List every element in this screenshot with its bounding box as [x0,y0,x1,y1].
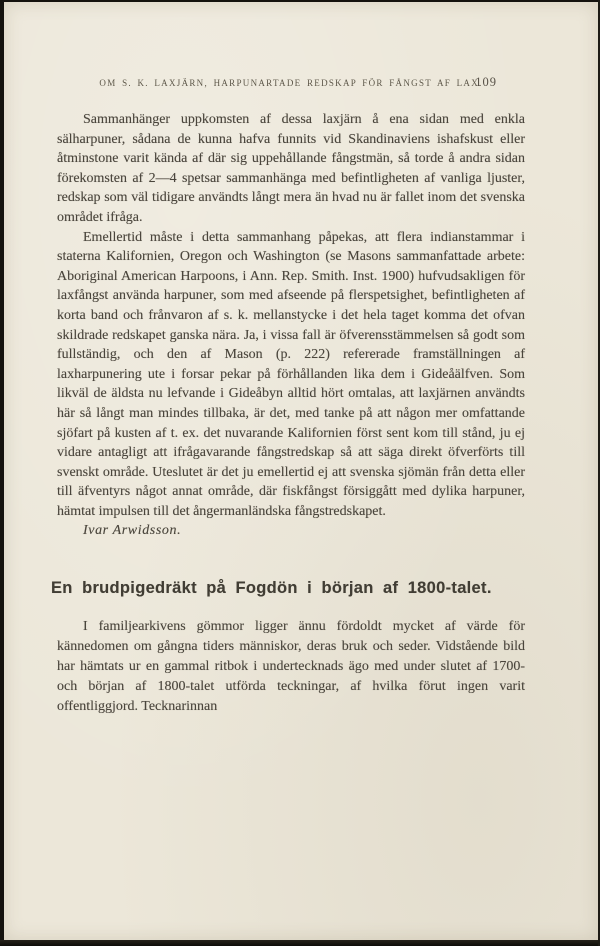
page-number: 109 [475,75,497,89]
author-signature: Ivar Arwidsson. [83,523,182,539]
running-title: OM S. K. LAXJÄRN, HARPUNARTADE REDSKAP FÖR FÅNGST AF LAX. [99,78,483,88]
book-page [4,2,598,940]
paragraph-2: Emellertid måste i detta sammanhang påpekas, att flera indianstammar i staterna Kalifornien, Oregon och Washington (se Masons sammanfattade arbete: Aboriginal American Harpoons, i Ann. Rep. Smith. Inst. 1900) hufvudsakligen för laxfångst använda harpuner, som med afseende på flerspetsighet, befintligheten af korta band och frånvaron af s. k. mellanstycke i det hela taget komma det ofvan skildrade redskapet ganska nära. Ja, i vissa fall är öfverensstämmelsen så godt som fullständig, och den af Mason (p. 222) refererade framställningen af laxharpunering ute i forsar pekar på förhållanden lika dem i Gideåälfven. Som likväl de äldsta nu lefvande i Gideåbyn alltid hört omtalas, att laxjärnen användts här så långt man mindes tillbaka, är det, med tanke på att någon mer omfattande sjöfart på kusten af t. ex. det nuvarande Kalifornien först sent kom till stånd, ju ej vidare antagligt att ifrågavarande fångstredskap så att säga direkt öfverförts till svenskt område. Uteslutet är det ju emellertid ej att svenska sjömän från detta eller till äfventyrs något annat område, där fiskfångst försiggått med dylika harpuner, hämtat impulsen till det ångermanländska fångstredskapet. [57,229,525,519]
article-laxjarn [57,110,525,541]
article-brudpigedrakt [51,579,525,717]
paragraph-1: Sammanhänger uppkomsten af dessa laxjärn å ena sidan med enkla sälharpuner, sådana de kunna hafva funnits vid Skandinaviens ishafskust eller åtminstone varit kända af där sig uppehållande fångstmän, så torde å andra sidan förekomsten af 2—4 spetsar sammanhänga med befintligheten af vanliga ljuster, redskap som väl tidigare användts långt mera än hvad nu är fallet inom det svenska området ifråga. [57,112,525,225]
running-header [57,75,525,94]
paragraph-3: I familjearkivens gömmor ligger ännu fördoldt mycket af värde för kännedomen om gångna tiders människor, deras bruk och seder. Vidstående bild har hämtats ur en gammal ritbok i undertecknads ägo med under slutet af 1700- och början af 1800-talet utförda teckningar, af hvilka förut ingen varit offentliggjord. Tecknarinnan [57,619,525,715]
scan-edge-bottom [0,940,600,946]
section-heading: En brudpigedräkt på Fogdön i början af 1800-talet. [51,579,492,598]
page-content [51,75,525,717]
